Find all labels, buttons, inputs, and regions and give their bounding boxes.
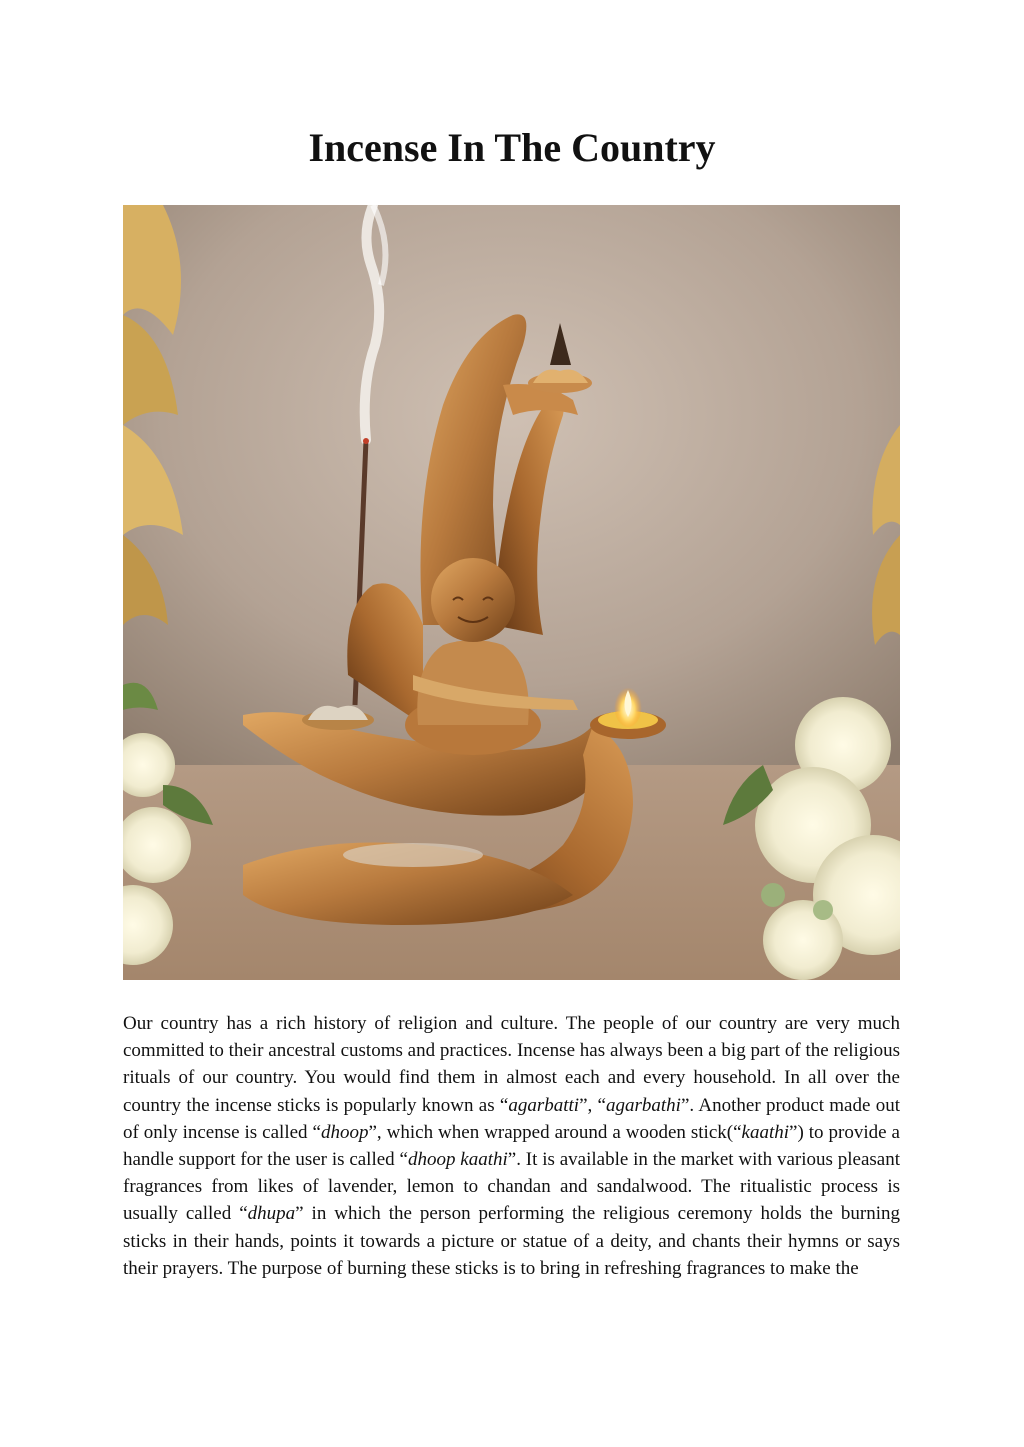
term-dhupa: dhupa (247, 1203, 296, 1225)
term-kaathi: kaathi (741, 1121, 790, 1143)
text-run: ” in which the person performing the religious ceremony holds the burning sticks in their hands, points it towards a picture or statue of a deity, and chants their hymns or says their prayers. The purpose of burning these sticks is to bring in refreshing fragrances to make the (123, 1203, 900, 1279)
term-agarbathi: agarbathi (606, 1094, 681, 1116)
term-dhoop: dhoop (320, 1121, 369, 1143)
text-run: ”. It is available in the market with various pleasant fragrances from likes of lavender, lemon to chandan and sandalwood. The ritualistic process is usually called “ (123, 1149, 900, 1225)
page-title: Incense In The Country (308, 125, 716, 170)
term-dhoop-kaathi: dhoop kaathi (407, 1149, 508, 1171)
text-run: Our country has a rich history of religion and culture. The people of our country are very much committed to their ancestral customs and practices. Incense has always been a big part of the religious rituals of our country. You would find them in almost each and every household. In all over the country the incense sticks is popularly known as “ (123, 1013, 900, 1116)
text-run: ”. Another product made out of only incense is called “ (123, 1094, 900, 1143)
text-run: ”) to provide a handle support for the user is called “ (123, 1121, 900, 1171)
text-run: ”, “ (579, 1094, 606, 1116)
body-paragraph (123, 1010, 900, 1282)
text-run: ”, which when wrapped around a wooden stick(“ (368, 1121, 742, 1143)
term-agarbatti: agarbatti (508, 1094, 580, 1116)
incense-holder-photo (123, 205, 900, 980)
